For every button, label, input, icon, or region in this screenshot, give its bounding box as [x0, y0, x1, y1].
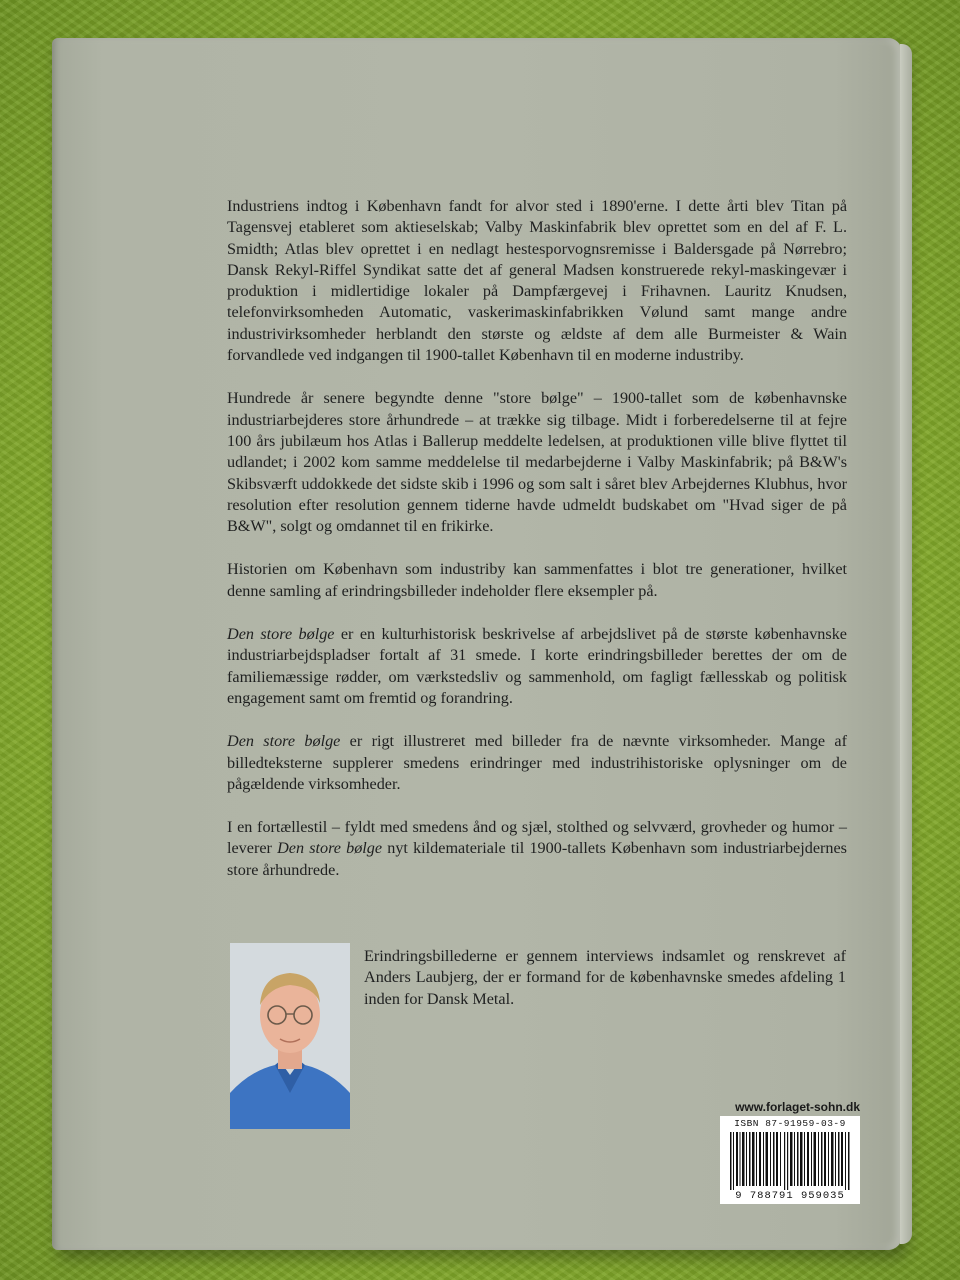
author-portrait — [230, 943, 350, 1129]
barcode-icon — [730, 1132, 850, 1190]
book-title-italic: Den store bølge — [277, 839, 383, 858]
publisher-url: www.forlaget-sohn.dk — [735, 1100, 860, 1114]
paragraph-6-pre: I en fortællestil – fyldt med smedens ånd og sjæl, stolthed og selvværd, grovheder og humor – leverer — [227, 818, 847, 858]
paragraph-6-post: nyt kildemateriale til 1900-tallets København som industriarbejdernes store århundrede. — [227, 839, 847, 879]
ean-digits: 9 788791 959035 — [735, 1190, 845, 1202]
paragraph-2: Hundrede år senere begyndte denne "store bølge" – 1900-tallet som de københavnske industriarbejderes store århundrede – at trække sig tilbage. Midt i forberedelserne til at fejre 100 års jubilæum hos Atlas i Ballerup meddelte ledelsen, at produktionen ville blive flyttet til udlandet; i 2002 kom samme meddelelse til medarbejderne i Valby Maskinfabrik; på B&W's Skibsværft uddokkede det sidste skib i 1996 og som salt i såret blev Arbejdernes Klubhus, hvor resolution efter resolution gennem tiderne havde udmeldt budskabet om "Hvad siger de på B&W", solgt og omdannet til en frikirke. — [227, 389, 847, 536]
paragraph-6 — [227, 817, 847, 881]
blurb-text — [227, 196, 847, 903]
paragraph-3: Historien om København som industriby kan sammenfattes i blot tre generationer, hvilket denne samling af erindringsbilleder indeholder flere eksempler på. — [227, 560, 847, 600]
paragraph-4 — [227, 624, 847, 709]
book-title-italic: Den store bølge — [227, 732, 341, 751]
portrait-image — [230, 943, 350, 1129]
author-bio: Erindringsbillederne er gennem interviews indsamlet og renskrevet af Anders Laubjerg, der er formand for de københavnske smedes afdeling 1 inden for Dansk Metal. — [364, 947, 846, 1008]
barcode-label — [720, 1116, 860, 1204]
book-back-cover — [52, 38, 902, 1250]
paragraph-1: Industriens indtog i København fandt for alvor sted i 1890'erne. I dette årti blev Titan på Tagensvej etableret som aktieselskab; Valby Maskinfabrik blev oprettet som en del af F. L. Smidth; Atlas blev oprettet i en nedlagt hestesporvognsremisse i Baldersgade på Nørrebro; Dansk Rekyl-Riffel Syndikat satte det af general Madsen konstruerede rekyl-maskingevær i produktion i midlertidige lokaler på Dampfærgevej i Frihavnen. Lauritz Knudsen, telefonvirksomheden Automatic, vaskerimaskinfabrikken Vølund samt mange andre industrivirksomheder herblandt den største og ældste af dem alle Burmeister & Wain forvandlede ved indgangen til 1900-tallet København til en moderne industriby. — [227, 197, 847, 365]
isbn-text: ISBN 87-91959-03-9 — [734, 1118, 846, 1129]
book-title-italic: Den store bølge — [227, 625, 335, 644]
paragraph-4-text: er en kulturhistorisk beskrivelse af arbejdslivet på de største københavnske industriarbejdspladser fortalt af 31 smede. I korte erindringsbilleder berettes der om de familiemæssige rødder, om værkstedsliv og sammenhold, om fagligt fællesskab og politisk engagement samt om fremtid og forandring. — [227, 625, 847, 707]
paragraph-5 — [227, 731, 847, 795]
paragraph-5-text: er rigt illustreret med billeder fra de nævnte virksomheder. Mange af billedteksterne supplerer smedens erindringer med industrihistoriske oplysninger om de pågældende virksomheder. — [227, 732, 847, 793]
